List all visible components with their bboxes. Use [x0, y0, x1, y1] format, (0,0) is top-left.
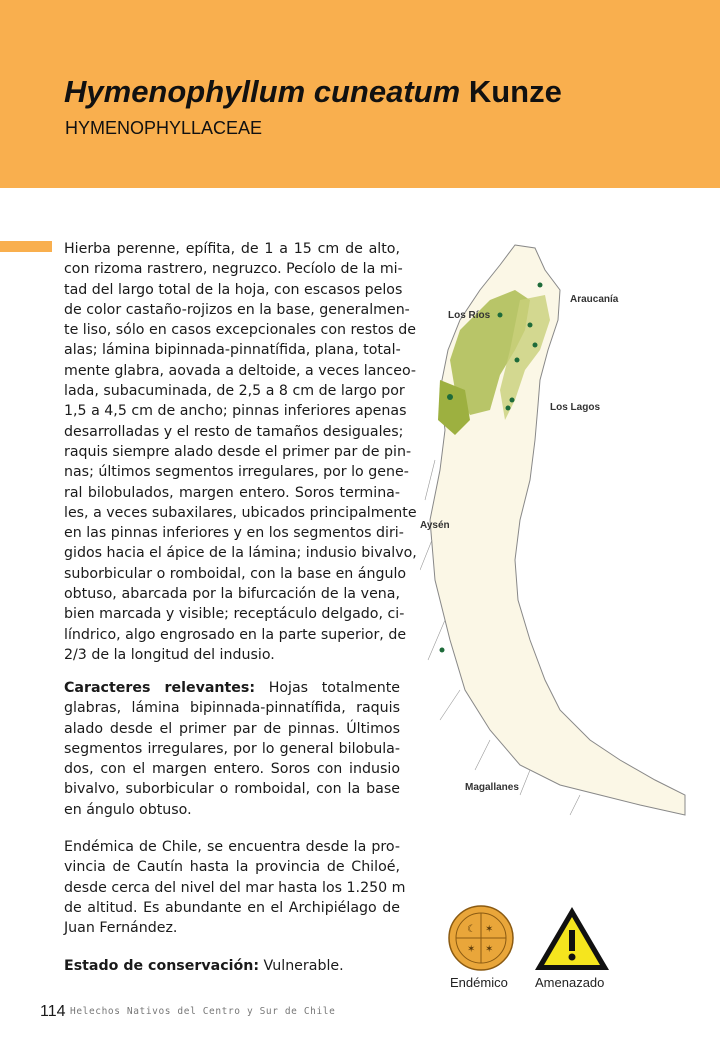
text-line: en las pinnas inferiores y en los segmentos diri-: [64, 525, 404, 542]
distribution-map: [420, 240, 690, 830]
map-label-los-rios: Los Ríos: [448, 310, 491, 321]
text-line: desde cerca del nivel del mar hasta los 1.250 m: [64, 879, 406, 896]
conservation-status: [64, 956, 400, 976]
text-line: 1,5 a 4,5 cm de ancho; pinnas inferiores apenas: [64, 403, 407, 420]
text-line: con rizoma rastrero, negruzco. Pecíolo de la mi-: [64, 261, 403, 278]
text-line: les, a veces subaxilares, ubicados principalmente: [64, 504, 417, 521]
text-line: gidos hacia el ápice de la lámina; indusio bivalvo,: [64, 545, 417, 562]
text-line: desarrolladas y el resto de tamaños desiguales;: [64, 423, 404, 440]
map-label-araucania: Araucanía: [570, 294, 619, 305]
text-line: tad del largo total de la hoja, con escasos pelos: [64, 281, 403, 298]
distribution-paragraph: [64, 837, 406, 938]
text-line: te liso, sólo en casos excepcionales con restos de: [64, 322, 417, 339]
text-line: Hierba perenne, epífita, de 1 a 15 cm de alto,: [64, 241, 400, 257]
text-line: alado desde el primer par de pinnas. Últimos: [64, 720, 400, 737]
header-band: [0, 0, 720, 188]
svg-text:☾: ☾: [467, 924, 476, 935]
text-line: líndrico, algo engrosado en la parte superior, de: [64, 626, 407, 643]
svg-text:✶: ✶: [485, 944, 494, 955]
section-marker: [0, 241, 52, 252]
text-line: bien marcada y visible; receptáculo delgado, ci-: [64, 606, 405, 623]
text-line: bivalvo, suborbicular o romboidal, con la base: [64, 781, 400, 798]
relevant-paragraph: [64, 678, 400, 820]
text-line: Endémica de Chile, se encuentra desde la pro-: [64, 839, 400, 855]
text-line: nas; últimos segmentos irregulares, por lo gene-: [64, 464, 409, 481]
text-line: glabras, lámina bipinnada-pinnatífida, raquis: [64, 700, 400, 717]
endemic-label: Endémico: [450, 975, 508, 990]
page-number: 114: [40, 1003, 66, 1020]
text-line: mente glabra, aovada a deltoide, a veces lanceo-: [64, 362, 417, 379]
text-line: obtuso, abarcada por la bifurcación de la vena,: [64, 586, 400, 603]
text-line: suborbicular o romboidal, con la base en ángulo: [64, 565, 407, 582]
text-line: raquis siempre alado desde el primer par de pin-: [64, 443, 412, 460]
svg-text:✶: ✶: [467, 944, 476, 955]
text-line: segmentos irregulares, por lo general bilobula-: [64, 740, 400, 757]
svg-text:✶: ✶: [485, 924, 494, 935]
relevant-first: Hojas totalmente: [268, 680, 400, 696]
conservation-value: Vulnerable.: [263, 958, 344, 974]
text-line: alas; lámina bipinnada-pinnatífida, plana, total-: [64, 342, 401, 359]
endemic-icon: [447, 904, 517, 974]
book-title-footer: Helechos Nativos del Centro y Sur de Chile: [70, 1006, 336, 1017]
text-line: Juan Fernández.: [64, 920, 178, 937]
text-line: de color castaño-rojizos en la base, generalmen-: [64, 301, 410, 318]
threatened-warning-icon: [532, 904, 612, 974]
text-line: de altitud. Es abundante en el Archipiélago de: [64, 899, 400, 916]
threatened-label: Amenazado: [535, 975, 605, 990]
relevant-heading: Caracteres relevantes:: [64, 680, 256, 696]
text-line: 2/3 de la longitud del indusio.: [64, 646, 275, 663]
text-line: dos, con el margen entero. Soros con indusio: [64, 761, 400, 778]
map-label-los-lagos: Los Lagos: [550, 402, 601, 413]
description-paragraph: [64, 239, 417, 665]
text-line: ral bilobulados, margen entero. Soros termina-: [64, 484, 400, 501]
map-label-magallanes: Magallanes: [465, 782, 519, 793]
conservation-label: Estado de conservación:: [64, 958, 259, 974]
text-line: vincia de Cautín hasta la provincia de Chiloé,: [64, 859, 400, 876]
species-title: [64, 74, 562, 110]
species-name: Hymenophyllum cuneatum: [64, 74, 461, 109]
text-line: en ángulo obtuso.: [64, 801, 192, 818]
species-author: Kunze: [468, 74, 562, 109]
text-line: lada, subacuminada, de 2,5 a 8 cm de largo por: [64, 383, 405, 400]
map-label-aysen: Aysén: [420, 520, 450, 531]
family-name: HYMENOPHYLLACEAE: [65, 118, 263, 138]
